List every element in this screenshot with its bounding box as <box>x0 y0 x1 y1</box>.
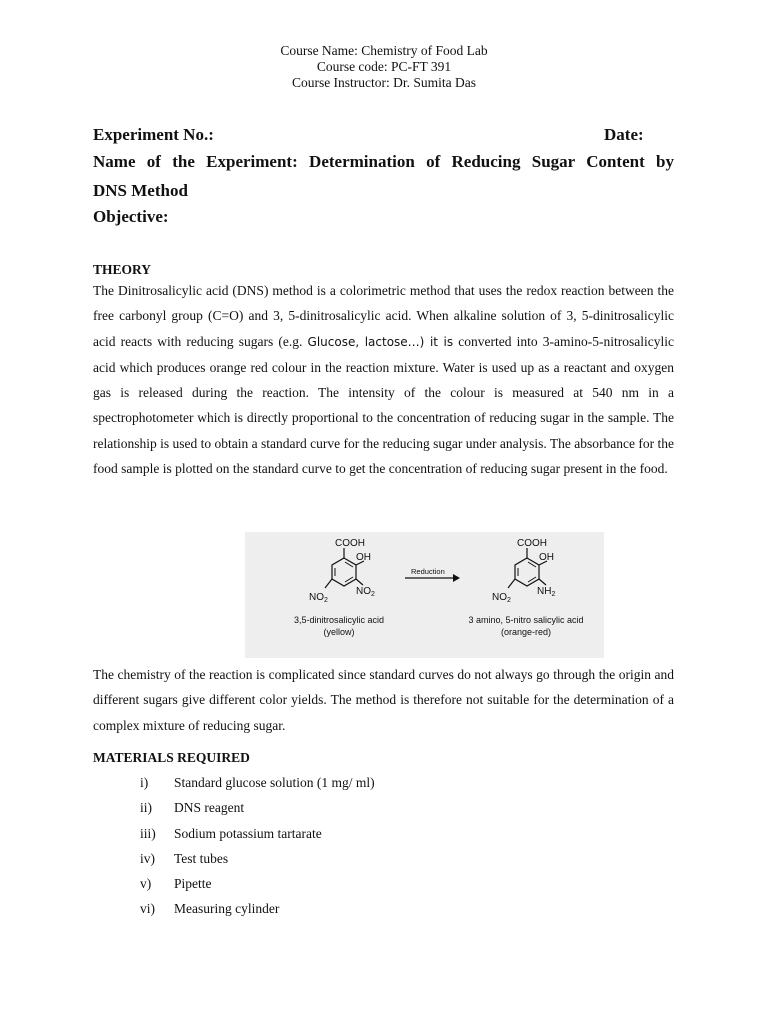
experiment-title-line1: Name of the Experiment: Determination of Reducing Sugar Content by <box>93 152 674 171</box>
chemistry-paragraph: The chemistry of the reaction is complicated since standard curves do not always go through the origin and different sugars give different color yields. The method is therefore not suitable for the determination of a complex mixture of reducing sugar. <box>93 667 674 733</box>
list-item-number: ii) <box>140 800 152 816</box>
svg-text:NO2 <box>356 586 375 598</box>
ans-no2-bottom-subscript: 2 <box>507 597 511 604</box>
theory-text-part1: The Dinitrosalicylic acid (DNS) method is a colorimetric method that uses the redox reaction between the free carbonyl group (C=O) and 3, 5-dinitrosalicylic acid. When alkaline solution of 3, 5-dinitrosalicylic acid reacts with reducing sugars (e.g. <box>93 283 674 349</box>
experiment-number-label: Experiment No.: <box>93 125 214 144</box>
course-name: Course Name: Chemistry of Food Lab <box>280 43 488 58</box>
reaction-figure <box>245 532 604 658</box>
list-item-text: Pipette <box>174 876 212 892</box>
course-header <box>0 43 768 91</box>
theory-paragraph <box>93 278 674 481</box>
list-item-number: iii) <box>140 825 156 841</box>
list-item <box>0 770 768 795</box>
materials-list <box>0 770 768 922</box>
experiment-row <box>93 125 673 145</box>
date-label: Date: <box>604 125 644 144</box>
dns-no2-right-label: NO <box>356 586 371 597</box>
ans-nh2-subscript: 2 <box>551 591 556 598</box>
dns-structure <box>309 538 375 604</box>
list-item <box>0 821 768 846</box>
theory-text-part2: converted into 3-amino-5-nitrosalicylic acid which produces orange red colour in the reaction mixture. Water is used up as a reactant and oxygen gas is released during the reaction. The intensity of the colour is measured at 540 nm in a spectrophotometer which is directly proportional to the concentration of reducing sugar in the sample. The relationship is used to obtain a standard curve for the reducing sugar under analysis. The absorbance for the food sample is plotted on the standard curve to get the concentration of reducing sugar present in the food. <box>93 333 675 477</box>
objective-label: Objective: <box>93 207 169 226</box>
svg-text:NH2 <box>537 586 555 598</box>
ans-caption-color: (orange-red) <box>500 627 552 637</box>
dns-no2-right-subscript: 2 <box>371 591 375 598</box>
course-code: Course code: PC-FT 391 <box>316 59 452 74</box>
ans-cooh-label: COOH <box>517 538 547 549</box>
list-item <box>0 846 768 871</box>
list-item-text: DNS reagent <box>174 800 245 816</box>
list-item-text: Standard glucose solution (1 mg/ ml) <box>174 775 375 790</box>
svg-text:NO2 <box>309 592 328 604</box>
list-item-number: v) <box>140 876 152 892</box>
ans-oh-label: OH <box>539 552 554 563</box>
ans-no2-bottom-label: NO <box>492 592 507 603</box>
list-item-number: vi) <box>140 901 155 917</box>
dns-oh-label: OH <box>356 552 371 563</box>
experiment-title <box>93 147 674 205</box>
list-item-text: Measuring cylinder <box>174 901 280 917</box>
materials-heading: MATERIALS REQUIRED <box>93 750 250 765</box>
theory-heading: THEORY <box>93 262 152 277</box>
dns-caption-color: (yellow) <box>323 627 355 637</box>
list-item-text: Test tubes <box>174 850 229 866</box>
dns-no2-bottom-subscript: 2 <box>324 597 328 604</box>
dns-cooh-label: COOH <box>335 538 365 549</box>
list-item <box>0 871 768 896</box>
list-item <box>0 896 768 921</box>
svg-text:NO2 <box>492 592 511 604</box>
ans-caption-name: 3 amino, 5-nitro salicylic acid <box>468 615 584 625</box>
experiment-title-line2: DNS Method <box>93 181 188 200</box>
theory-examples: Glucose, lactose…) it is <box>307 334 454 349</box>
list-item-number: iv) <box>140 850 155 866</box>
list-item-text: Sodium potassium tartarate <box>174 825 322 841</box>
ans-structure <box>492 538 555 604</box>
dns-no2-bottom-label: NO <box>309 592 324 603</box>
reduction-arrow <box>405 567 460 582</box>
dns-caption-name: 3,5-dinitrosalicylic acid <box>293 615 385 625</box>
reduction-label: Reduction <box>411 567 445 576</box>
course-instructor: Course Instructor: Dr. Sumita Das <box>291 75 477 90</box>
ans-nh2-label: NH <box>537 586 552 597</box>
list-item-number: i) <box>140 775 149 790</box>
list-item <box>0 795 768 820</box>
